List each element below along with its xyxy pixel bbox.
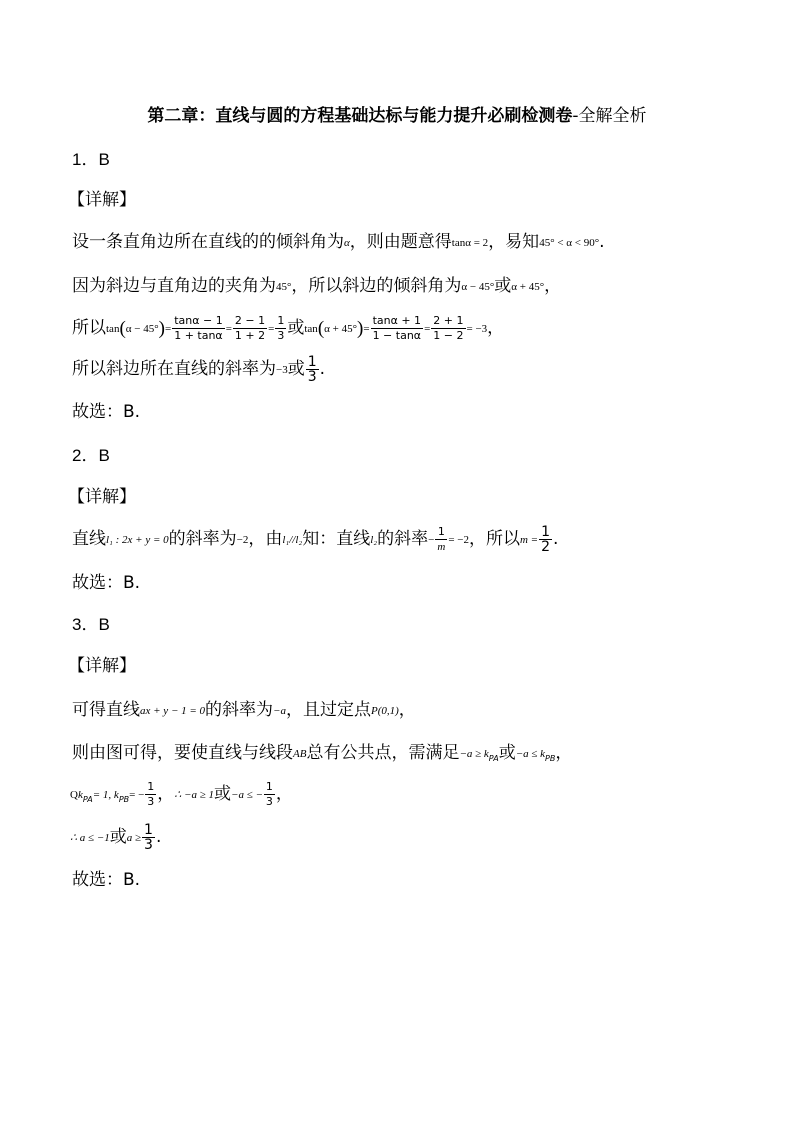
q3-l3-text-b: ， <box>157 784 175 804</box>
q3-line-3 <box>70 777 293 817</box>
q2-l1-math-5: − <box>428 534 435 546</box>
q2-l1-frac-2-num: 1 <box>541 523 551 540</box>
q1-l3-frac-2 <box>233 314 267 343</box>
q1-l3-text-a: 所以 <box>72 318 106 338</box>
document-title <box>0 103 794 129</box>
q3-l4-text-a: 或 <box>109 827 127 847</box>
q1-line-2 <box>72 274 561 299</box>
q2-l1-math-1: l₁ : 2x + y = 0 <box>106 534 169 546</box>
q1-l2-text-c: 或 <box>494 276 512 296</box>
q1-l3-eq-1: = <box>164 323 172 335</box>
q2-l1-text-g: . <box>553 529 559 549</box>
q1-l1-math-1: α <box>344 237 350 249</box>
q3-l3-math-5: −a ≤ − <box>231 789 263 801</box>
q2-answer: 故选：B. <box>72 573 141 593</box>
q1-l1-text-a: 设一条直角边所在直线的的倾斜角为 <box>72 232 344 252</box>
q2-l1-text-f: ，所以 <box>468 529 520 549</box>
q3-l4-text-b: . <box>155 827 162 847</box>
q3-l3-math-2: = 1, k <box>92 789 119 801</box>
q2-label: 2．B <box>72 446 110 465</box>
q1-l3-tan-1: tan <box>106 323 120 335</box>
q2-l1-math-3: l₁//l₂ <box>282 534 303 546</box>
q3-l2-math-2: −a ≥ k <box>459 748 489 760</box>
q1-l1-math-2: tanα = 2 <box>451 237 489 249</box>
q1-l3-frac-1-den: 1 + tanα <box>174 328 223 342</box>
q1-l3-frac-3-num: 1 <box>277 313 285 327</box>
q1-l3-eq-3: = <box>268 323 275 335</box>
q1-l3-frac-4-num: tanα + 1 <box>372 313 422 327</box>
q1-l2-math-3: α + 45° <box>511 281 545 293</box>
q3-line-1 <box>72 698 416 723</box>
q3-l3-q-symbol: Q <box>70 789 78 801</box>
q3-l3-text-c: 或 <box>214 784 232 804</box>
q3-l2-text-d: ， <box>555 743 573 763</box>
q2-l1-text-c: ，由 <box>248 529 283 549</box>
q3-answer: 故选：B. <box>72 870 141 890</box>
q2-l1-frac-2-den: 2 <box>541 538 551 555</box>
q2-detail-heading: 【详解】 <box>68 487 136 507</box>
q3-l1-text-a: 可得直线 <box>72 700 140 720</box>
title-main: 第二章：直线与圆的方程基础达标与能力提升必刷检测卷 <box>147 106 573 126</box>
q1-line-4 <box>72 352 325 387</box>
q1-l3-result: = −3 <box>466 323 488 335</box>
q3-l4-frac <box>142 823 155 852</box>
q3-l1-text-c: ，且过定点 <box>285 700 371 720</box>
q1-l3-tan-2: tan <box>304 323 318 335</box>
q2-l1-frac-1 <box>435 525 447 554</box>
q1-l4-math-1: −3 <box>276 364 288 376</box>
q3-l3-math-3: = − <box>129 789 145 801</box>
q3-l2-text-c: 或 <box>498 743 516 763</box>
q1-l1-text-d: . <box>599 232 605 252</box>
q2-l1-frac-1-num: 1 <box>435 525 447 540</box>
q1-l3-frac-5-den: 1 − 2 <box>433 328 464 342</box>
q1-l4-frac-den: 3 <box>307 368 317 385</box>
q3-l2-text-a: 则由图可得，要使直线与线段 <box>72 743 293 763</box>
q2-l1-text-a: 直线 <box>72 529 106 549</box>
q3-l2-math-3: −a ≤ k <box>515 748 546 760</box>
q1-l3-frac-4 <box>371 314 424 343</box>
q1-l3-paren-open-2: ( <box>317 318 325 339</box>
q3-l3-frac-2 <box>264 780 275 809</box>
q1-l3-end: ， <box>487 318 505 338</box>
q1-l3-frac-1-num: tanα − 1 <box>174 313 223 327</box>
q3-l1-text-b: 的斜率为 <box>205 700 274 720</box>
q3-l1-text-d: ， <box>398 700 416 720</box>
q1-l1-text-c: ，易知 <box>488 232 540 252</box>
q3-line-2 <box>72 741 572 771</box>
q3-l2-math-1: AB <box>293 748 307 760</box>
q1-l3-frac-3-den: 3 <box>277 328 285 342</box>
q2-l1-math-7: m = <box>519 534 539 546</box>
q2-l1-frac-1-den: m <box>437 540 446 553</box>
q1-l3-eq-2: = <box>225 323 232 335</box>
q1-l3-frac-3 <box>275 314 286 343</box>
q1-l3-frac-5-num: 2 + 1 <box>433 313 464 327</box>
q1-l3-frac-2-num: 2 − 1 <box>234 313 266 327</box>
q1-l3-arg-2: α + 45° <box>324 323 358 335</box>
q1-l4-frac-num: 1 <box>307 353 317 370</box>
q3-l4-frac-num: 1 <box>144 821 153 838</box>
q3-l1-math-1: ax + y − 1 = 0 <box>140 705 206 717</box>
q1-l2-text-a: 因为斜边与直角边的夹角为 <box>72 276 276 296</box>
q1-line-3 <box>72 311 504 346</box>
q3-l4-math-2: a ≥ <box>126 832 142 844</box>
q3-l4-frac-den: 3 <box>144 836 153 853</box>
q1-l3-or: 或 <box>287 318 305 338</box>
q1-l3-eq-5: = <box>424 323 431 335</box>
q2-l1-frac-2 <box>539 525 552 554</box>
q3-l3-frac-2-den: 3 <box>265 794 273 808</box>
q3-l3-text-d: ， <box>275 784 293 804</box>
q1-l1-math-3: 45° < α < 90° <box>539 237 600 249</box>
q3-l3-math-4: ∴ −a ≥ 1 <box>174 789 215 801</box>
q1-l4-text-a: 所以斜边所在直线的斜率为 <box>72 359 276 379</box>
q1-l3-arg-1: α − 45° <box>125 323 159 335</box>
q3-detail-heading: 【详解】 <box>68 656 136 676</box>
q1-l3-eq-4: = <box>363 323 370 335</box>
q1-l4-text-c: . <box>319 359 326 379</box>
q2-l1-text-e: 的斜率 <box>377 529 429 549</box>
q2-line-1 <box>72 522 558 557</box>
q3-l3-frac-2-num: 1 <box>265 779 273 793</box>
q3-l2-sub-3: PB <box>545 754 556 763</box>
q1-line-1 <box>72 230 605 255</box>
q1-detail-heading: 【详解】 <box>68 190 136 210</box>
q1-l3-paren-close: ) <box>158 318 165 339</box>
q3-l4-math-1: ∴ a ≤ −1 <box>70 832 110 844</box>
q1-l2-math-1: 45° <box>276 281 292 293</box>
q3-label: 3．B <box>72 615 110 634</box>
q3-l3-sub-2: PB <box>118 795 130 804</box>
q3-l3-frac-1-den: 3 <box>147 794 155 808</box>
q2-l1-math-2: −2 <box>236 534 249 546</box>
q1-answer: 故选：B. <box>72 402 141 422</box>
q2-l1-math-6: = −2 <box>448 534 469 546</box>
q3-l3-sub-1: PA <box>82 795 93 804</box>
q3-l1-math-2: −a <box>273 705 286 717</box>
q1-label: 1．B <box>72 150 110 169</box>
title-suffix: -全解全析 <box>572 106 647 126</box>
q3-l2-text-b: 总有公共点，需满足 <box>306 743 460 763</box>
q1-l3-frac-2-den: 1 + 2 <box>234 328 266 342</box>
q1-l3-frac-5 <box>431 314 465 343</box>
q1-l2-math-2: α − 45° <box>461 281 495 293</box>
q3-l3-frac-1 <box>145 780 156 809</box>
q1-l2-text-d: ， <box>544 276 562 296</box>
q1-l3-frac-4-den: 1 − tanα <box>372 328 422 342</box>
q1-l3-frac-1 <box>172 314 225 343</box>
q1-l1-text-b: ，则由题意得 <box>349 232 452 252</box>
q2-l1-text-b: 的斜率为 <box>168 529 237 549</box>
q3-l3-math-1: k <box>77 789 83 801</box>
q3-l2-sub-2: PA <box>488 754 499 763</box>
q1-l3-paren-close-2: ) <box>357 318 364 339</box>
q1-l4-text-b: 或 <box>287 359 305 379</box>
q3-l3-frac-1-num: 1 <box>147 779 155 793</box>
q3-l1-math-3: P(0,1) <box>370 705 399 717</box>
q3-line-4 <box>70 820 161 855</box>
q2-l1-math-4: l₂ <box>370 534 378 546</box>
q1-l3-paren-open: ( <box>119 318 126 339</box>
q1-l2-text-b: ，所以斜边的倾斜角为 <box>291 276 462 296</box>
q1-l4-frac <box>306 355 319 384</box>
q2-l1-text-d: 知：直线 <box>302 529 371 549</box>
